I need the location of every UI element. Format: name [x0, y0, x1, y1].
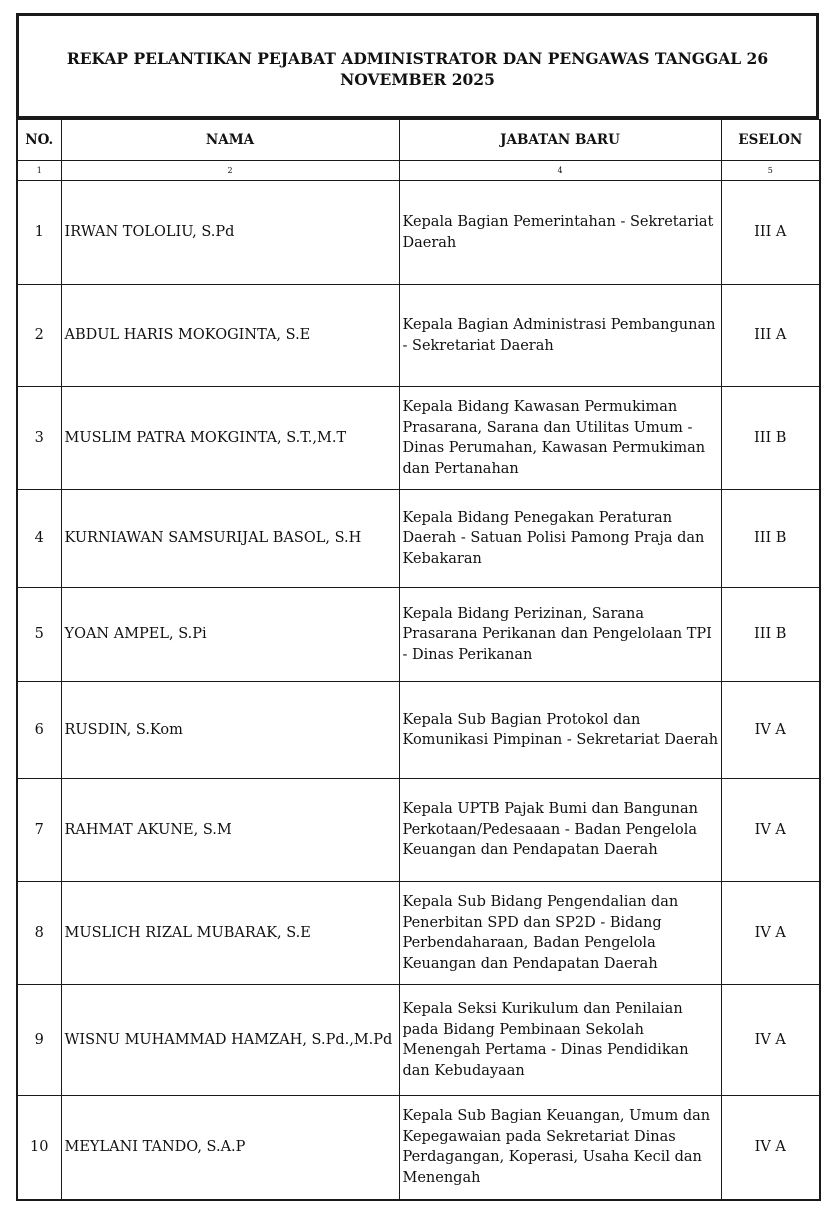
column-number: 4 — [399, 161, 721, 181]
row-jabatan: Kepala Seksi Kurikulum dan Penilaian pada Bidang Pembinaan Sekolah Menengah Pertama - Dinas Pendidikan dan Kebudayaan — [399, 985, 721, 1096]
row-eselon: IV A — [721, 779, 820, 882]
table-row — [17, 181, 820, 285]
row-nama: MUSLIM PATRA MOKGINTA, S.T.,M.T — [61, 387, 399, 490]
row-jabatan: Kepala Bagian Administrasi Pembangunan - Sekretariat Daerah — [399, 285, 721, 387]
header-no: NO. — [17, 120, 61, 161]
row-eselon: III B — [721, 490, 820, 588]
table-row — [17, 1096, 820, 1200]
row-nama: MEYLANI TANDO, S.A.P — [61, 1096, 399, 1200]
row-nama: IRWAN TOLOLIU, S.Pd — [61, 181, 399, 285]
column-number: 1 — [17, 161, 61, 181]
row-eselon: III B — [721, 588, 820, 682]
row-eselon: IV A — [721, 985, 820, 1096]
row-number: 3 — [17, 387, 61, 490]
row-jabatan: Kepala Bagian Pemerintahan - Sekretariat Daerah — [399, 181, 721, 285]
row-jabatan: Kepala Bidang Perizinan, Sarana Prasarana Perikanan dan Pengelolaan TPI - Dinas Perikanan — [399, 588, 721, 682]
row-eselon: III B — [721, 387, 820, 490]
row-nama: WISNU MUHAMMAD HAMZAH, S.Pd.,M.Pd — [61, 985, 399, 1096]
row-eselon: III A — [721, 285, 820, 387]
document-title: REKAP PELANTIKAN PEJABAT ADMINISTRATOR DAN PENGAWAS TANGGAL 26 NOVEMBER 2025 — [66, 48, 769, 89]
document-sheet — [16, 13, 819, 1201]
header-row — [17, 120, 820, 161]
row-number: 6 — [17, 682, 61, 779]
header-nama: NAMA — [61, 120, 399, 161]
row-nama: ABDUL HARIS MOKOGINTA, S.E — [61, 285, 399, 387]
row-number: 10 — [17, 1096, 61, 1200]
table-row — [17, 387, 820, 490]
header-eselon: ESELON — [721, 120, 820, 161]
table-row — [17, 588, 820, 682]
row-jabatan: Kepala Bidang Kawasan Permukiman Prasarana, Sarana dan Utilitas Umum - Dinas Perumahan, Kawasan Permukiman dan Pertanahan — [399, 387, 721, 490]
row-number: 1 — [17, 181, 61, 285]
column-number: 5 — [721, 161, 820, 181]
row-nama: KURNIAWAN SAMSURIJAL BASOL, S.H — [61, 490, 399, 588]
table-row — [17, 285, 820, 387]
row-eselon: IV A — [721, 1096, 820, 1200]
row-number: 4 — [17, 490, 61, 588]
header-jabatan-baru: JABATAN BARU — [399, 120, 721, 161]
column-number-row — [17, 161, 820, 181]
row-number: 5 — [17, 588, 61, 682]
table-row — [17, 779, 820, 882]
row-eselon: III A — [721, 181, 820, 285]
row-nama: YOAN AMPEL, S.Pi — [61, 588, 399, 682]
row-eselon: IV A — [721, 682, 820, 779]
row-number: 2 — [17, 285, 61, 387]
row-number: 8 — [17, 882, 61, 985]
row-eselon: IV A — [721, 882, 820, 985]
row-jabatan: Kepala Sub Bagian Keuangan, Umum dan Kepegawaian pada Sekretariat Dinas Perdagangan, Koperasi, Usaha Kecil dan Menengah — [399, 1096, 721, 1200]
table-row — [17, 682, 820, 779]
row-jabatan: Kepala Sub Bagian Protokol dan Komunikasi Pimpinan - Sekretariat Daerah — [399, 682, 721, 779]
row-jabatan: Kepala Bidang Penegakan Peraturan Daerah - Satuan Polisi Pamong Praja dan Kebakaran — [399, 490, 721, 588]
row-number: 9 — [17, 985, 61, 1096]
row-jabatan: Kepala UPTB Pajak Bumi dan Bangunan Perkotaan/Pedesaaan - Badan Pengelola Keuangan dan Pendapatan Daerah — [399, 779, 721, 882]
row-nama: MUSLICH RIZAL MUBARAK, S.E — [61, 882, 399, 985]
column-number: 2 — [61, 161, 399, 181]
table-row — [17, 985, 820, 1096]
table-row — [17, 490, 820, 588]
row-jabatan: Kepala Sub Bidang Pengendalian dan Penerbitan SPD dan SP2D - Bidang Perbendaharaan, Badan Pengelola Keuangan dan Pendapatan Daerah — [399, 882, 721, 985]
row-nama: RUSDIN, S.Kom — [61, 682, 399, 779]
row-number: 7 — [17, 779, 61, 882]
table-row — [17, 882, 820, 985]
title-box — [16, 13, 819, 119]
appointment-table — [16, 119, 821, 1201]
row-nama: RAHMAT AKUNE, S.M — [61, 779, 399, 882]
